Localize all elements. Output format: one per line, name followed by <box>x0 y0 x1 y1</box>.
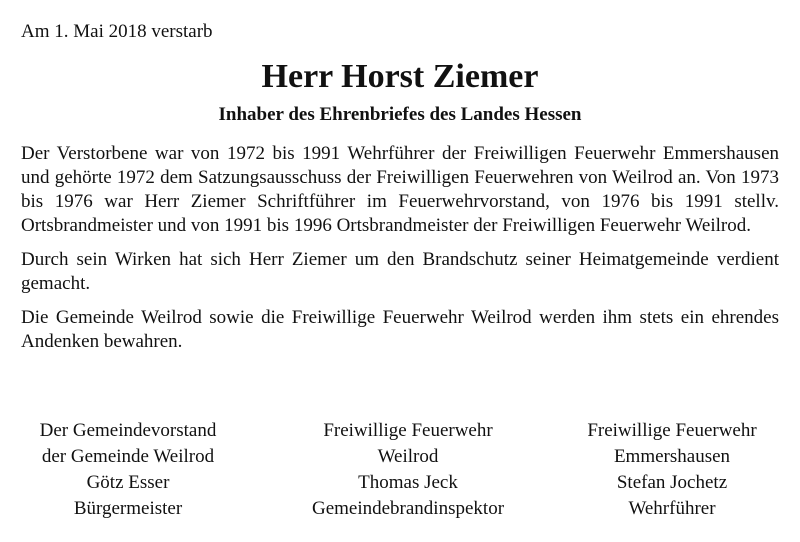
signature-org-line: Der Gemeindevorstand <box>39 420 217 441</box>
signature-role: Gemeindebrandinspektor <box>311 498 505 519</box>
signature-fire-brigade-emmershausen <box>558 418 786 522</box>
signature-org-line: der Gemeinde Weilrod <box>41 446 215 467</box>
signature-person: Stefan Jochetz <box>616 472 728 493</box>
intro-line: Am 1. Mai 2018 verstarb <box>21 21 213 42</box>
signature-person: Thomas Jeck <box>358 472 458 493</box>
signature-org-line: Freiwillige Feuerwehr <box>323 420 493 441</box>
signature-org-line: Emmershausen <box>613 446 731 467</box>
signature-person: Götz Esser <box>86 472 170 493</box>
paragraph-career: Der Verstorbene war von 1972 bis 1991 Wehrführer der Freiwilligen Feuerwehr Emmershausen und gehörte 1972 dem Satzungsausschuss der Freiwilligen Feuerwehren von Weilrod an. Von 1973 bis 1976 war Herr Ziemer Schriftführer im Feuerwehrvorstand, von 1976 bis 1991 stellv. Ortsbrandmeister und von 1991 bis 1996 Ortsbrandmeister der Freiwilligen Feuerwehr Weilrod. <box>21 143 779 236</box>
signature-role: Wehrführer <box>628 498 716 519</box>
signature-fire-brigade-weilrod <box>280 418 536 522</box>
signature-org-line: Freiwillige Feuerwehr <box>587 420 757 441</box>
paragraph-remembrance: Die Gemeinde Weilrod sowie die Freiwillige Feuerwehr Weilrod werden ihm stets ein ehrendes Andenken bewahren. <box>21 307 779 352</box>
signature-municipality <box>12 418 244 522</box>
notice-body <box>21 142 779 364</box>
signature-role: Bürgermeister <box>73 498 183 519</box>
honor-subtitle: Inhaber des Ehrenbriefes des Landes Hessen <box>218 104 582 125</box>
deceased-name: Herr Horst Ziemer <box>261 58 539 95</box>
signature-org-line: Weilrod <box>377 446 439 467</box>
paragraph-merit: Durch sein Wirken hat sich Herr Ziemer um den Brandschutz seiner Heimatgemeinde verdient gemacht. <box>21 249 779 294</box>
